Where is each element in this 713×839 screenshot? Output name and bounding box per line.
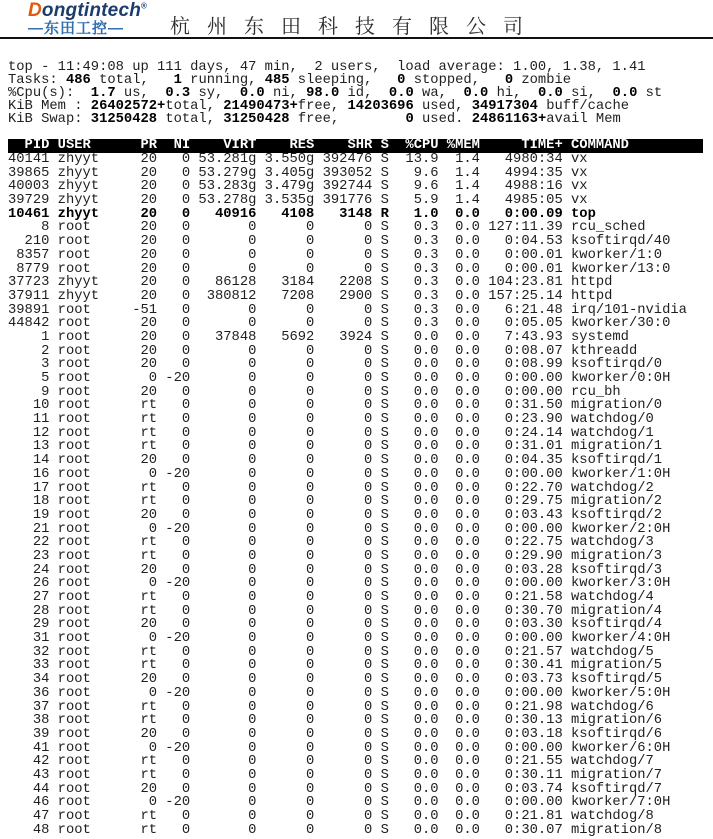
process-row: 28 root rt 0 0 0 0 S 0.0 0.0 0:30.70 migration/4 [8, 603, 663, 619]
process-row: 36 root 0 -20 0 0 0 S 0.0 0.0 0:00.00 kworker/5:0H [8, 685, 671, 701]
process-row: 2 root 20 0 0 0 0 S 0.0 0.0 0:08.07 kthreadd [8, 343, 638, 359]
top-summary-line: Tasks: 486 total, 1 running, 485 sleeping, 0 stopped, 0 zombie [8, 73, 572, 88]
process-row: 17 root rt 0 0 0 0 S 0.0 0.0 0:22.70 watchdog/2 [8, 480, 654, 496]
process-row: 16 root 0 -20 0 0 0 S 0.0 0.0 0:00.00 kworker/1:0H [8, 466, 671, 482]
process-row: 34 root 20 0 0 0 0 S 0.0 0.0 0:03.73 ksoftirqd/5 [8, 672, 663, 688]
process-row: 22 root rt 0 0 0 0 S 0.0 0.0 0:22.75 watchdog/3 [8, 535, 654, 551]
process-row: 210 root 20 0 0 0 0 S 0.3 0.0 0:04.53 ksoftirqd/40 [8, 234, 671, 250]
process-table-body [8, 153, 713, 837]
brand-subtitle: —东田工控— [28, 20, 125, 37]
process-row: 46 root 0 -20 0 0 0 S 0.0 0.0 0:00.00 kworker/7:0H [8, 795, 671, 811]
process-row: 39891 root -51 0 0 0 0 S 0.3 0.0 6:21.48 irq/101-nvidia [8, 302, 687, 318]
process-row: 27 root rt 0 0 0 0 S 0.0 0.0 0:21.58 watchdog/4 [8, 590, 654, 605]
process-row: 24 root 20 0 0 0 0 S 0.0 0.0 0:03.28 ksoftirqd/3 [8, 562, 663, 578]
process-row: 26 root 0 -20 0 0 0 S 0.0 0.0 0:00.00 kworker/3:0H [8, 576, 671, 592]
process-row: 21 root 0 -20 0 0 0 S 0.0 0.0 0:00.00 kworker/2:0H [8, 521, 671, 537]
company-name-title: 杭 州 东 田 科 技 有 限 公 司 [170, 16, 529, 38]
company-logo [28, 1, 147, 36]
process-row: 41 root 0 -20 0 0 0 S 0.0 0.0 0:00.00 kworker/6:0H [8, 740, 671, 756]
process-row: 39 root 20 0 0 0 0 S 0.0 0.0 0:03.18 ksoftirqd/6 [8, 726, 663, 742]
process-row: 38 root rt 0 0 0 0 S 0.0 0.0 0:30.13 migration/6 [8, 713, 663, 729]
process-row: 10 root rt 0 0 0 0 S 0.0 0.0 0:31.50 migration/0 [8, 398, 663, 414]
process-row: 23 root rt 0 0 0 0 S 0.0 0.0 0:29.90 migration/3 [8, 548, 663, 564]
process-row: 8357 root 20 0 0 0 0 S 0.3 0.0 0:00.01 kworker/1:0 [8, 247, 663, 263]
brand-name-text: ongtintech [41, 0, 142, 21]
process-row: 5 root 0 -20 0 0 0 S 0.0 0.0 0:00.00 kworker/0:0H [8, 371, 671, 386]
process-row: 14 root 20 0 0 0 0 S 0.0 0.0 0:04.35 ksoftirqd/1 [8, 453, 663, 469]
process-row: 40003 zhyyt 20 0 53.283g 3.479g 392744 S 9.6 1.4 4988:16 vx [8, 179, 588, 195]
process-row: 3 root 20 0 0 0 0 S 0.0 0.0 0:08.99 ksoftirqd/0 [8, 357, 663, 373]
top-summary-line: top - 11:49:08 up 111 days, 47 min, 2 users, load average: 1.00, 1.38, 1.41 [8, 60, 646, 75]
process-row: 44 root 20 0 0 0 0 S 0.0 0.0 0:03.74 ksoftirqd/7 [8, 781, 663, 797]
process-row: 18 root rt 0 0 0 0 S 0.0 0.0 0:29.75 migration/2 [8, 494, 663, 510]
top-summary-line: KiB Mem : 26402572+total, 21490473+free, 14203696 used, 34917304 buff/cache [8, 99, 630, 114]
process-row: 10461 zhyyt 20 0 40916 4108 3148 R 1.0 0.0 0:00.09 top [8, 206, 596, 222]
process-row: 13 root rt 0 0 0 0 S 0.0 0.0 0:31.01 migration/1 [8, 439, 663, 455]
process-row: 37 root rt 0 0 0 0 S 0.0 0.0 0:21.98 watchdog/6 [8, 699, 654, 715]
process-row: 11 root rt 0 0 0 0 S 0.0 0.0 0:23.90 watchdog/0 [8, 412, 654, 428]
process-row: 42 root rt 0 0 0 0 S 0.0 0.0 0:21.55 watchdog/7 [8, 754, 654, 770]
process-row: 37723 zhyyt 20 0 86128 3184 2208 S 0.3 0.0 104:23.81 httpd [8, 275, 613, 291]
brand-initial: D [28, 0, 42, 21]
process-row: 44842 root 20 0 0 0 0 S 0.3 0.0 0:05.05 kworker/30:0 [8, 316, 671, 332]
process-row: 39729 zhyyt 20 0 53.278g 3.535g 391776 S 5.9 1.4 4985:05 vx [8, 193, 588, 209]
registered-trademark-icon: ® [141, 1, 148, 11]
process-row: 9 root 20 0 0 0 0 S 0.0 0.0 0:00.00 rcu_bh [8, 384, 621, 400]
process-row: 48 root rt 0 0 0 0 S 0.0 0.0 0:30.07 migration/8 [8, 822, 663, 838]
process-row: 12 root rt 0 0 0 0 S 0.0 0.0 0:24.14 watchdog/1 [8, 425, 654, 441]
process-row: 32 root rt 0 0 0 0 S 0.0 0.0 0:21.57 watchdog/5 [8, 644, 654, 660]
process-row: 8779 root 20 0 0 0 0 S 0.3 0.0 0:00.01 kworker/13:0 [8, 261, 671, 277]
process-row: 47 root rt 0 0 0 0 S 0.0 0.0 0:21.81 watchdog/8 [8, 809, 654, 824]
terminal-output [0, 39, 713, 837]
process-row: 8 root 20 0 0 0 0 S 0.3 0.0 127:11.39 rcu_sched [8, 220, 646, 236]
process-row: 31 root 0 -20 0 0 0 S 0.0 0.0 0:00.00 kworker/4:0H [8, 631, 671, 647]
brand-wordmark [28, 1, 147, 20]
top-summary-block [8, 61, 713, 126]
process-table-header-row: PID USER PR NI VIRT RES SHR S %CPU %MEM TIME+ COMMAND [8, 139, 703, 153]
process-row: 43 root rt 0 0 0 0 S 0.0 0.0 0:30.11 migration/7 [8, 767, 663, 783]
process-row: 40141 zhyyt 20 0 53.281g 3.550g 392476 S 13.9 1.4 4980:34 vx [8, 152, 588, 167]
process-row: 39865 zhyyt 20 0 53.279g 3.405g 393052 S 9.6 1.4 4994:35 vx [8, 165, 588, 181]
process-row: 33 root rt 0 0 0 0 S 0.0 0.0 0:30.41 migration/5 [8, 658, 663, 674]
process-row: 1 root 20 0 37848 5692 3924 S 0.0 0.0 7:43.93 systemd [8, 329, 629, 345]
process-table [8, 139, 713, 837]
top-summary-line: %Cpu(s): 1.7 us, 0.3 sy, 0.0 ni, 98.0 id, 0.0 wa, 0.0 hi, 0.0 si, 0.0 st [8, 86, 663, 101]
process-row: 19 root 20 0 0 0 0 S 0.0 0.0 0:03.43 ksoftirqd/2 [8, 507, 663, 523]
process-row: 29 root 20 0 0 0 0 S 0.0 0.0 0:03.30 ksoftirqd/4 [8, 617, 663, 633]
company-header [0, 0, 713, 39]
top-summary-line: KiB Swap: 31250428 total, 31250428 free, 0 used. 24861163+avail Mem [8, 112, 621, 127]
process-row: 37911 zhyyt 20 0 380812 7208 2900 S 0.3 0.0 157:25.14 httpd [8, 288, 613, 304]
